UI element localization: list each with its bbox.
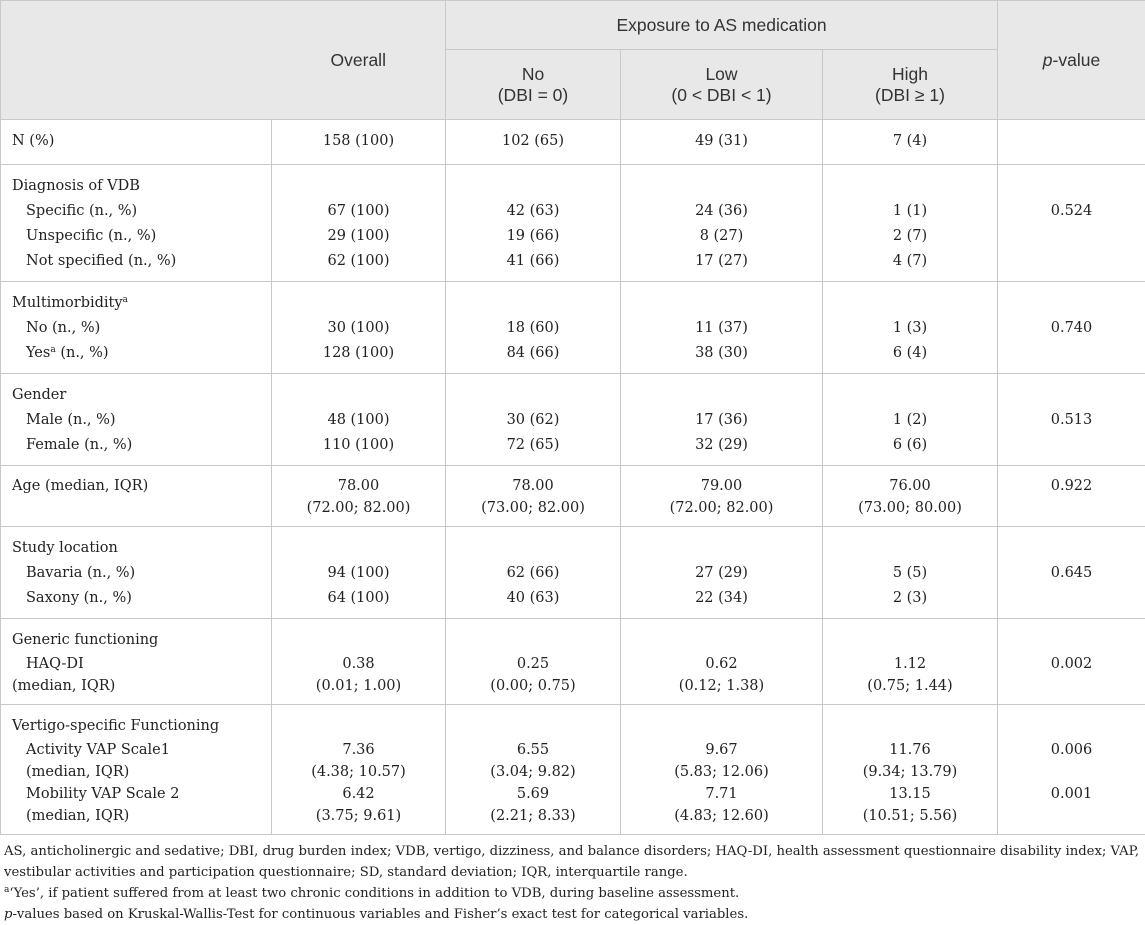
- row-label-cell: [1, 705, 272, 835]
- pvalue: 0.001: [998, 783, 1145, 805]
- cell-low: [621, 527, 823, 619]
- high-dbi-label: (DBI ≥ 1): [823, 85, 997, 106]
- value: 2 (3): [823, 586, 997, 611]
- header-overall: [272, 1, 446, 120]
- overall-label: Overall: [331, 50, 386, 70]
- cell-high: [823, 466, 998, 527]
- row-label-cell: [1, 282, 272, 374]
- footnote-a: [4, 883, 1141, 904]
- iqr: (3.04; 9.82): [446, 761, 620, 783]
- table-row-generic-functioning: [1, 619, 1145, 705]
- cell-pvalue: [998, 527, 1145, 619]
- iqr: (5.83; 12.06): [621, 761, 822, 783]
- median: 1.12: [823, 653, 997, 675]
- cell-no: [446, 705, 621, 835]
- header-no: [446, 50, 621, 120]
- cell-low: [621, 165, 823, 282]
- row-label-sub: (median, IQR): [1, 675, 271, 697]
- table-header: [1, 1, 1145, 120]
- no-dbi-label: (DBI = 0): [446, 85, 620, 106]
- value: 40 (63): [446, 586, 620, 611]
- value: 6 (6): [823, 433, 997, 458]
- cell-overall: [272, 705, 446, 835]
- value: 62 (100): [272, 249, 445, 274]
- table-body: [1, 120, 1145, 835]
- cell-overall: [272, 165, 446, 282]
- cell-overall: 158 (100): [272, 120, 446, 165]
- iqr: (3.75; 9.61): [272, 805, 445, 827]
- pvalue-p: p: [1043, 50, 1053, 70]
- cell-no: [446, 374, 621, 466]
- pvalue: 0.006: [998, 739, 1145, 761]
- median: 7.36: [272, 739, 445, 761]
- median: 7.71: [621, 783, 822, 805]
- cell-overall: [272, 466, 446, 527]
- cell-no: [446, 282, 621, 374]
- section-title-text: Multimorbidity: [12, 295, 123, 311]
- cell-overall: [272, 374, 446, 466]
- cell-high: [823, 165, 998, 282]
- value: 94 (100): [272, 561, 445, 586]
- abbreviations-note: AS, anticholinergic and sedative; DBI, drug burden index; VDB, vertigo, dizziness, and balance disorders; HAQ-DI, health assessment questionnaire disability index; VAP, vestibular activities and participation questionnaire; SD, standard deviation; IQR, interquartile range.: [4, 841, 1141, 883]
- cell-low: [621, 466, 823, 527]
- cell-low: [621, 619, 823, 705]
- section-title: Generic functioning: [1, 628, 271, 653]
- value: 72 (65): [446, 433, 620, 458]
- cell-pvalue: [998, 282, 1145, 374]
- iqr: (73.00; 80.00): [823, 497, 997, 519]
- value: 110 (100): [272, 433, 445, 458]
- row-label: Female (n., %): [1, 433, 271, 458]
- low-dbi-label: (0 < DBI < 1): [621, 85, 822, 106]
- table-row-study-location: [1, 527, 1145, 619]
- cell-high: 7 (4): [823, 120, 998, 165]
- value: 8 (27): [621, 224, 822, 249]
- yes-suffix: (n., %): [56, 345, 109, 361]
- cell-high: [823, 282, 998, 374]
- cell-overall: [272, 282, 446, 374]
- cell-pvalue: [998, 165, 1145, 282]
- value: 62 (66): [446, 561, 620, 586]
- median: 79.00: [621, 475, 822, 497]
- value: 1 (2): [823, 408, 997, 433]
- value: 30 (62): [446, 408, 620, 433]
- iqr: (2.21; 8.33): [446, 805, 620, 827]
- row-label-cell: [1, 619, 272, 705]
- row-label: No (n., %): [1, 316, 271, 341]
- high-label: High: [823, 64, 997, 85]
- row-label: [1, 341, 271, 366]
- row-label: Bavaria (n., %): [1, 561, 271, 586]
- value: 84 (66): [446, 341, 620, 366]
- cell-pvalue: [998, 705, 1145, 835]
- cell-overall: [272, 619, 446, 705]
- section-title: Vertigo-specific Functioning: [1, 714, 271, 739]
- median: 11.76: [823, 739, 997, 761]
- median: 78.00: [446, 475, 620, 497]
- pvalue-rest: -value: [1053, 50, 1101, 70]
- footnote-marker: a: [123, 295, 128, 305]
- footnote-marker: a: [50, 345, 55, 355]
- section-title: [1, 291, 271, 316]
- cell-pvalue: [998, 120, 1145, 165]
- cell-no: [446, 619, 621, 705]
- table-row-gender: [1, 374, 1145, 466]
- iqr: (10.51; 5.56): [823, 805, 997, 827]
- value: 4 (7): [823, 249, 997, 274]
- value: 128 (100): [272, 341, 445, 366]
- value: 27 (29): [621, 561, 822, 586]
- pvalue-note-p: p: [4, 907, 12, 922]
- cell-no: [446, 165, 621, 282]
- value: 18 (60): [446, 316, 620, 341]
- iqr: (73.00; 82.00): [446, 497, 620, 519]
- iqr: (9.34; 13.79): [823, 761, 997, 783]
- cell-no: [446, 466, 621, 527]
- pvalue-note: [4, 904, 1141, 925]
- pvalue: 0.002: [998, 653, 1145, 675]
- row-label: HAQ-DI: [1, 653, 271, 675]
- row-label: Mobility VAP Scale 2: [1, 783, 271, 805]
- pvalue: 0.645: [998, 561, 1145, 586]
- value: 17 (36): [621, 408, 822, 433]
- row-label-cell: [1, 165, 272, 282]
- cell-no: [446, 527, 621, 619]
- header-low: [621, 50, 823, 120]
- cell-high: [823, 705, 998, 835]
- cell-low: 49 (31): [621, 120, 823, 165]
- row-label: Unspecific (n., %): [1, 224, 271, 249]
- exposure-group-label: Exposure to AS medication: [616, 15, 826, 35]
- section-title: Diagnosis of VDB: [1, 174, 271, 199]
- table-row-diagnosis-vdb: [1, 165, 1145, 282]
- pvalue: 0.740: [998, 316, 1145, 341]
- value: 1 (3): [823, 316, 997, 341]
- cell-no: 102 (65): [446, 120, 621, 165]
- row-label: Saxony (n., %): [1, 586, 271, 611]
- iqr: (0.01; 1.00): [272, 675, 445, 697]
- median: 78.00: [272, 475, 445, 497]
- header-empty-cell: [1, 1, 272, 120]
- cell-low: [621, 374, 823, 466]
- section-title: Study location: [1, 536, 271, 561]
- value: 30 (100): [272, 316, 445, 341]
- median: 6.55: [446, 739, 620, 761]
- median: 5.69: [446, 783, 620, 805]
- table-row-multimorbidity: [1, 282, 1145, 374]
- iqr: (0.00; 0.75): [446, 675, 620, 697]
- iqr: (72.00; 82.00): [621, 497, 822, 519]
- value: 48 (100): [272, 408, 445, 433]
- iqr: (4.83; 12.60): [621, 805, 822, 827]
- value: 2 (7): [823, 224, 997, 249]
- section-title: Gender: [1, 383, 271, 408]
- value: 1 (1): [823, 199, 997, 224]
- table-footnotes: [0, 835, 1145, 925]
- pvalue: 0.513: [998, 408, 1145, 433]
- cell-high: [823, 619, 998, 705]
- median: 0.62: [621, 653, 822, 675]
- row-label: Specific (n., %): [1, 199, 271, 224]
- footnote-a-text: ‘Yes’, if patient suffered from at least two chronic conditions in addition to VDB, during baseline assessment.: [9, 886, 739, 901]
- header-high: [823, 50, 998, 120]
- median: 6.42: [272, 783, 445, 805]
- iqr: (0.75; 1.44): [823, 675, 997, 697]
- row-label: Activity VAP Scale1: [1, 739, 271, 761]
- row-label-cell: [1, 527, 272, 619]
- median: 76.00: [823, 475, 997, 497]
- value: 42 (63): [446, 199, 620, 224]
- value: 5 (5): [823, 561, 997, 586]
- cell-pvalue: [998, 374, 1145, 466]
- value: 67 (100): [272, 199, 445, 224]
- row-label: Not specified (n., %): [1, 249, 271, 274]
- value: 32 (29): [621, 433, 822, 458]
- median: 13.15: [823, 783, 997, 805]
- cell-overall: [272, 527, 446, 619]
- median: 0.25: [446, 653, 620, 675]
- row-label-sub: (median, IQR): [1, 805, 271, 827]
- pvalue-note-text: -values based on Kruskal-Wallis-Test for continuous variables and Fisher’s exact test for categorical variables.: [12, 907, 748, 922]
- footnote-marker: a: [4, 885, 9, 895]
- value: 6 (4): [823, 341, 997, 366]
- row-label-cell: [1, 374, 272, 466]
- iqr: (72.00; 82.00): [272, 497, 445, 519]
- value: 22 (34): [621, 586, 822, 611]
- cell-low: [621, 282, 823, 374]
- value: 38 (30): [621, 341, 822, 366]
- low-label: Low: [621, 64, 822, 85]
- value: 64 (100): [272, 586, 445, 611]
- no-label: No: [446, 64, 620, 85]
- value: 17 (27): [621, 249, 822, 274]
- table-row-vertigo-functioning: [1, 705, 1145, 835]
- header-pvalue: [998, 1, 1145, 120]
- value: 41 (66): [446, 249, 620, 274]
- cell-high: [823, 374, 998, 466]
- cell-low: [621, 705, 823, 835]
- median: 0.38: [272, 653, 445, 675]
- row-label-sub: (median, IQR): [1, 761, 271, 783]
- cell-high: [823, 527, 998, 619]
- iqr: (4.38; 10.57): [272, 761, 445, 783]
- table-row-age: [1, 466, 1145, 527]
- row-label: Male (n., %): [1, 408, 271, 433]
- value: 29 (100): [272, 224, 445, 249]
- cell-pvalue: [998, 619, 1145, 705]
- cell-pvalue: 0.922: [998, 466, 1145, 527]
- value: 11 (37): [621, 316, 822, 341]
- yes-text: Yes: [26, 345, 50, 361]
- iqr: (0.12; 1.38): [621, 675, 822, 697]
- row-label: Age (median, IQR): [1, 466, 272, 527]
- table-row-n: [1, 120, 1145, 165]
- header-exposure-group: [446, 1, 998, 50]
- row-label: N (%): [1, 120, 272, 165]
- pvalue: 0.524: [998, 199, 1145, 224]
- value: 24 (36): [621, 199, 822, 224]
- median: 9.67: [621, 739, 822, 761]
- value: 19 (66): [446, 224, 620, 249]
